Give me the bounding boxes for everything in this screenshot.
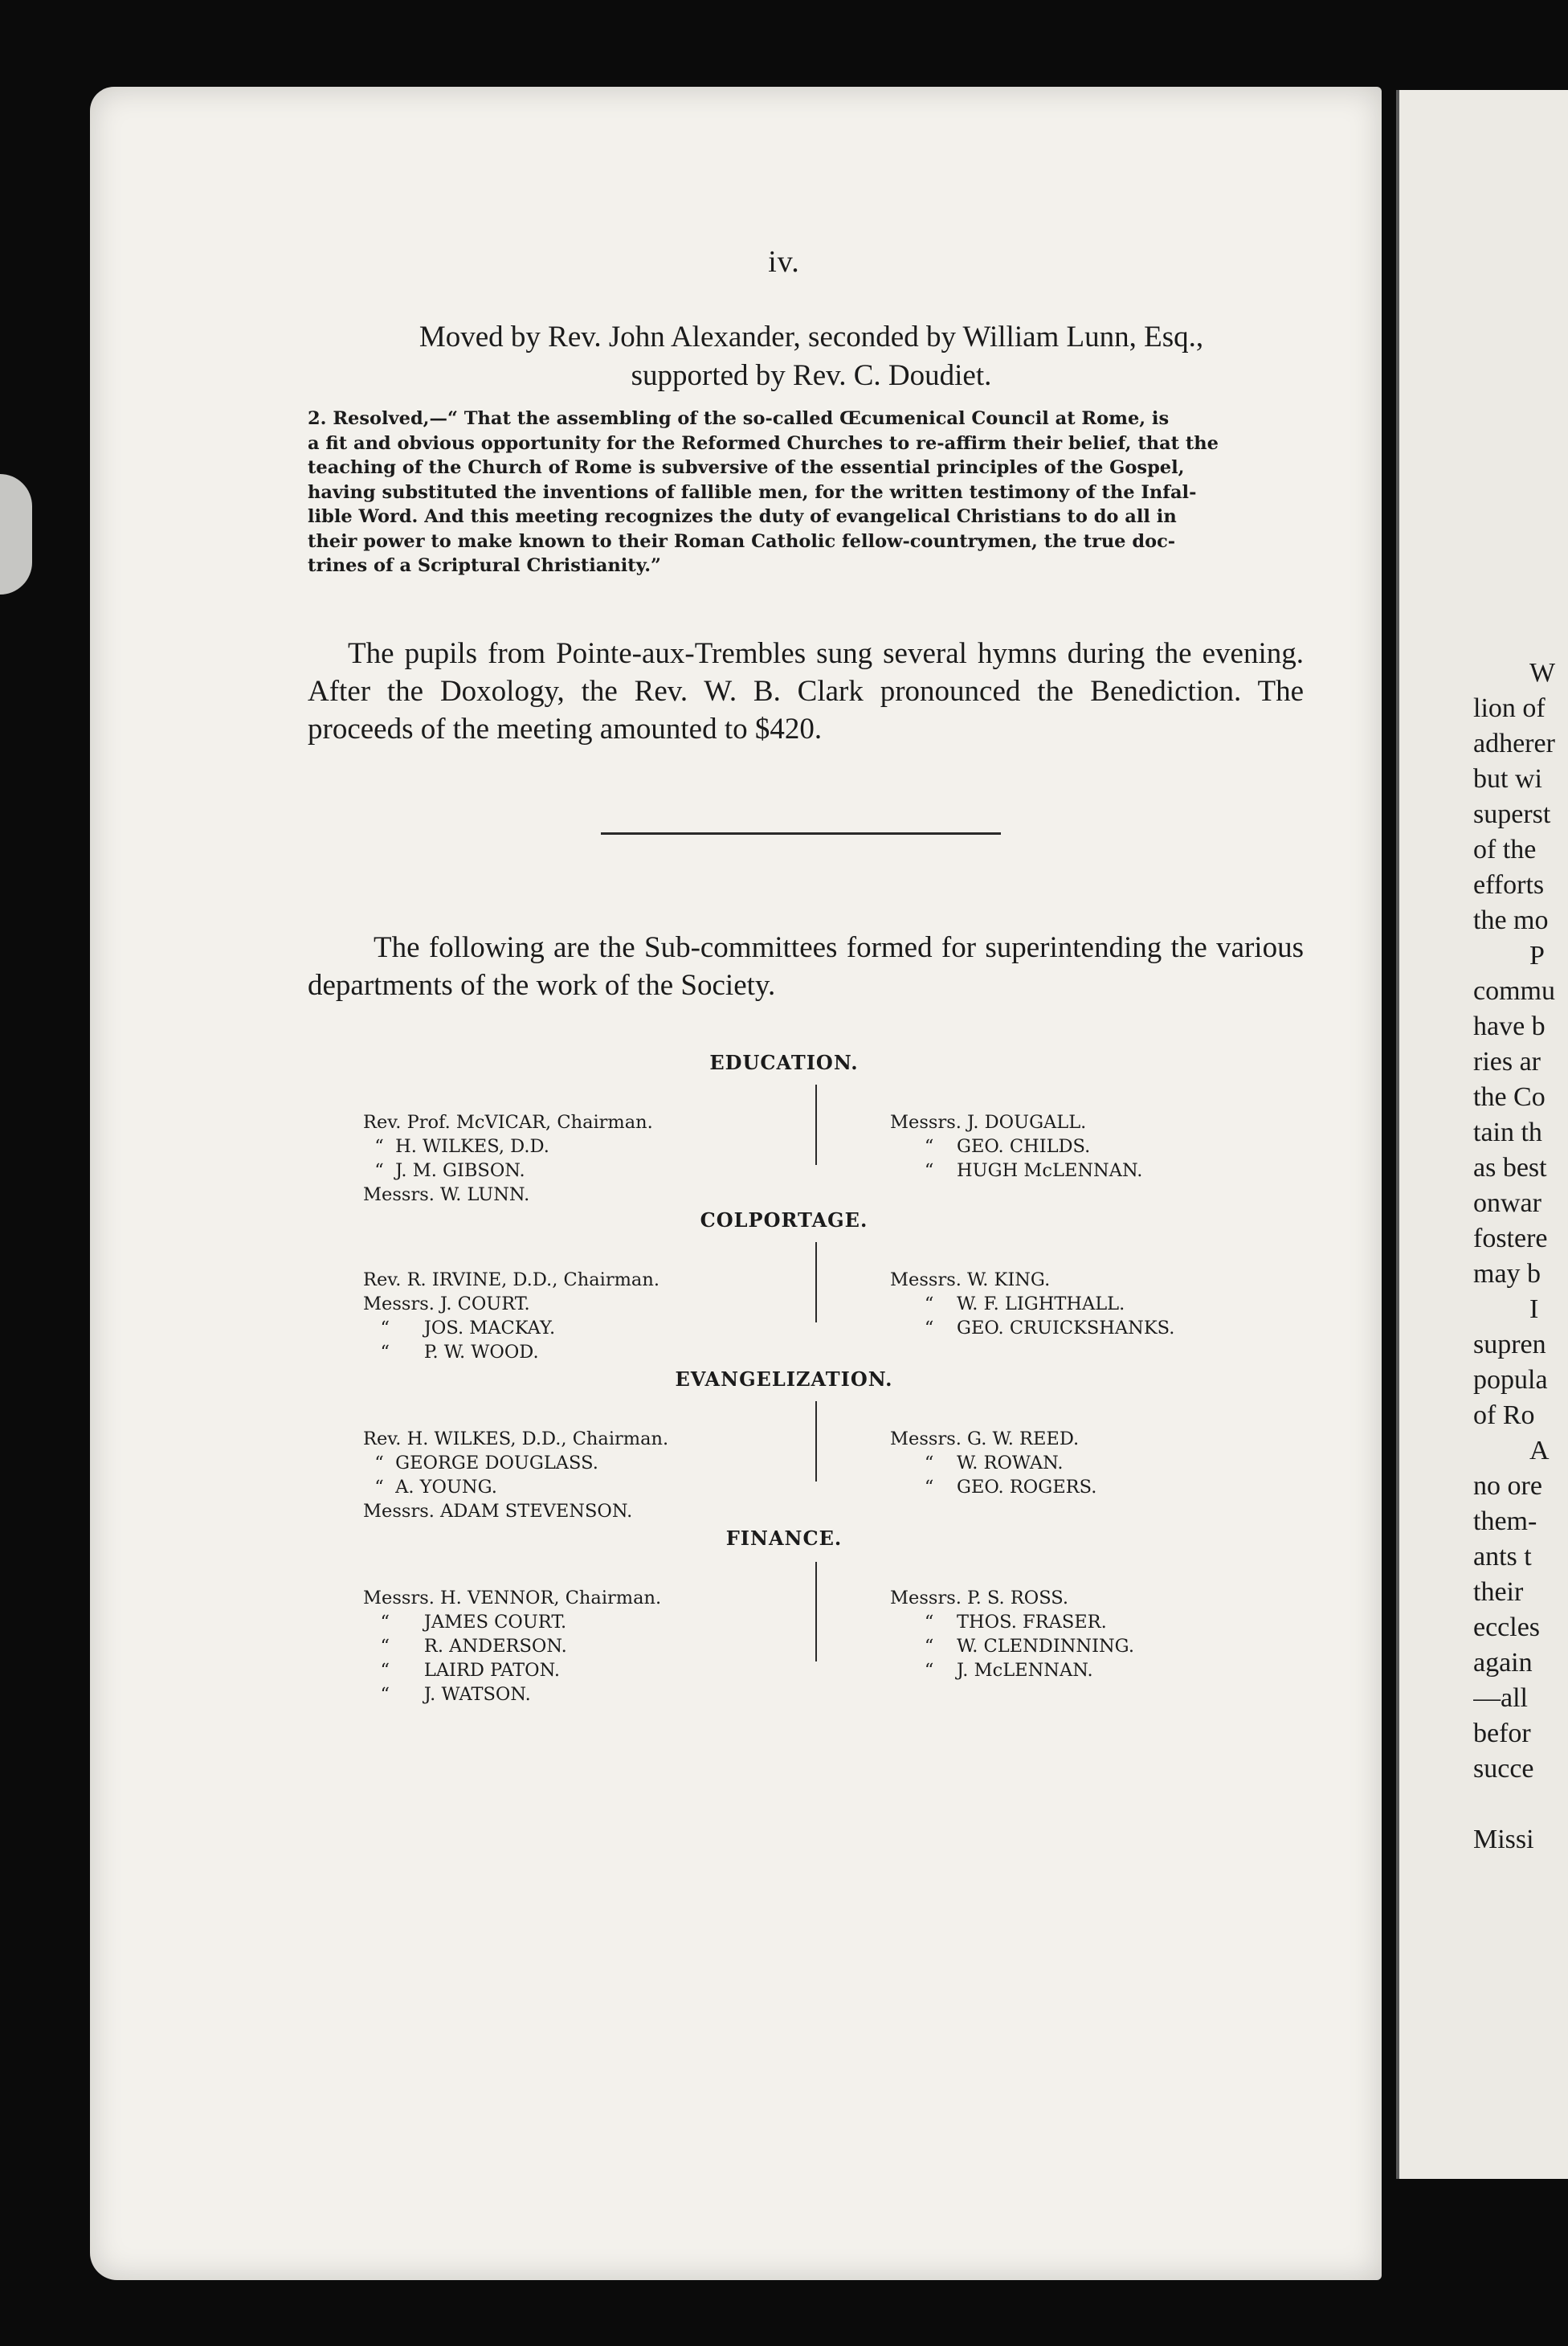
member: “ W. CLENDINNING. — [890, 1636, 1134, 1657]
committee-right-evangelization — [890, 1403, 1096, 1523]
member: Messrs. J. COURT. — [363, 1294, 530, 1314]
member: “ A. YOUNG. — [363, 1477, 497, 1498]
member: “ J. McLENNAN. — [890, 1660, 1093, 1681]
member: Messrs. W. LUNN. — [363, 1184, 530, 1205]
right-page-line: succe — [1473, 1754, 1534, 1784]
right-page-line: supren — [1473, 1330, 1546, 1359]
right-page-text — [1473, 656, 1568, 1858]
right-page-line: ries ar — [1473, 1047, 1541, 1077]
right-page-line: popula — [1473, 1365, 1548, 1395]
resolution-line: teaching of the Church of Rome is subversive of the essential principles of the Gospel, — [308, 457, 1185, 478]
page-number: iv. — [768, 245, 800, 279]
right-page-line: befor — [1473, 1719, 1531, 1748]
resolution-line: having substituted the inventions of fallible men, for the written testimony of the Infal- — [308, 481, 1197, 503]
right-page-line: tain th — [1473, 1118, 1542, 1147]
right-page-line: lion of — [1473, 693, 1546, 723]
resolution-line: a fit and obvious opportunity for the Reformed Churches to re-affirm their belief, that the — [308, 432, 1219, 454]
pupils-paragraph: The pupils from Pointe-aux-Trembles sung several hymns during the evening. After the Doxology, the Rev. W. B. Clark pronounced the Benediction. The proceeds of the meeting amounted to $420. — [308, 637, 1304, 746]
committee-title-finance: FINANCE. — [725, 1527, 843, 1550]
member: “ JAMES COURT. — [363, 1612, 567, 1633]
member: “ J. M. GIBSON. — [363, 1160, 525, 1181]
committee-title-evangelization: EVANGELIZATION. — [675, 1367, 893, 1391]
member: “ W. ROWAN. — [890, 1453, 1064, 1473]
member: Rev. H. WILKES, D.D., Chairman. — [363, 1428, 669, 1449]
column-divider — [815, 1085, 817, 1165]
member: “ HUGH McLENNAN. — [890, 1160, 1143, 1181]
member: “ GEO. CHILDS. — [890, 1136, 1091, 1157]
right-page-line: ants t — [1473, 1542, 1532, 1571]
right-page-line: eccles — [1473, 1612, 1541, 1642]
resolution-line: lible Word. And this meeting recognizes the duty of evangelical Christians to do all in — [308, 506, 1177, 527]
member: “ GEO. CRUICKSHANKS. — [890, 1318, 1175, 1339]
member: “ THOS. FRASER. — [890, 1612, 1107, 1633]
right-page-line: fostere — [1473, 1224, 1548, 1253]
right-page-line: but wi — [1473, 764, 1542, 794]
member: Messrs. H. VENNOR, Chairman. — [363, 1588, 662, 1608]
member: Messrs. G. W. REED. — [890, 1428, 1080, 1449]
member: Rev. Prof. McVICAR, Chairman. — [363, 1112, 653, 1133]
committee-right-colportage — [890, 1244, 1174, 1364]
member: “ LAIRD PATON. — [363, 1660, 561, 1681]
member: Messrs. ADAM STEVENSON. — [363, 1501, 633, 1522]
resolution-line: trines of a Scriptural Christianity.” — [308, 555, 661, 576]
committee-left-finance — [363, 1562, 661, 1731]
column-divider — [815, 1242, 817, 1322]
right-page-line — [1473, 1787, 1568, 1822]
right-page-line: A — [1529, 1436, 1550, 1465]
right-page-line: may b — [1473, 1259, 1541, 1289]
committee-right-education — [890, 1086, 1142, 1207]
member: “ W. F. LIGHTHALL. — [890, 1294, 1125, 1314]
member: “ GEO. ROGERS. — [890, 1477, 1097, 1498]
column-divider — [815, 1562, 817, 1661]
committee-right-finance — [890, 1562, 1134, 1706]
right-page-line: of Ro — [1473, 1400, 1535, 1430]
right-page-line: the mo — [1473, 905, 1549, 935]
member: Messrs. J. DOUGALL. — [890, 1112, 1087, 1133]
member: “ GEORGE DOUGLASS. — [363, 1453, 598, 1473]
member: Rev. R. IRVINE, D.D., Chairman. — [363, 1269, 659, 1290]
right-page-line: no ore — [1473, 1471, 1542, 1501]
committee-title-education: EDUCATION. — [709, 1051, 859, 1074]
right-page-line: —all — [1473, 1683, 1528, 1713]
right-page-line: have b — [1473, 1012, 1546, 1041]
member: “ JOS. MACKAY. — [363, 1318, 556, 1339]
resolution-text — [308, 407, 1304, 578]
resolution-line: 2. Resolved,—“ That the assembling of the so-called Œcumenical Council at Rome, is — [308, 408, 1170, 429]
right-page-line: of the — [1473, 835, 1537, 864]
resolution-line: their power to make known to their Roman Catholic fellow-countrymen, the true doc- — [308, 530, 1176, 552]
motion-line-1: Moved by Rev. John Alexander, seconded by William Lunn, Esq., — [419, 321, 1204, 354]
committee-left-evangelization — [363, 1403, 668, 1547]
right-page-line: commu — [1473, 976, 1555, 1006]
right-page-line: their — [1473, 1577, 1524, 1607]
motion-line-2: supported by Rev. C. Doudiet. — [631, 359, 992, 392]
right-page-line: onwar — [1473, 1188, 1541, 1218]
right-page-line: as best — [1473, 1153, 1547, 1183]
right-page-line: adherer — [1473, 729, 1555, 758]
right-page-line: efforts — [1473, 870, 1545, 900]
member: “ P. W. WOOD. — [363, 1342, 539, 1363]
right-page-line: I — [1529, 1294, 1539, 1324]
committee-left-colportage — [363, 1244, 659, 1388]
member: Messrs. W. KING. — [890, 1269, 1051, 1290]
subcommittees-intro: The following are the Sub-committees formed for superintending the various departments of the work of the Society. — [308, 931, 1304, 1002]
member: “ J. WATSON. — [363, 1684, 531, 1705]
committee-title-colportage: COLPORTAGE. — [700, 1208, 868, 1232]
section-divider — [601, 832, 1001, 835]
right-page-line: P — [1529, 941, 1545, 971]
page-edge-mark — [0, 474, 32, 595]
right-page-line: Missi — [1473, 1825, 1534, 1854]
right-page-line: again — [1473, 1648, 1533, 1678]
right-page-line: the Co — [1473, 1082, 1546, 1112]
column-divider — [815, 1401, 817, 1482]
member: Messrs. P. S. ROSS. — [890, 1588, 1069, 1608]
member: “ H. WILKES, D.D. — [363, 1136, 549, 1157]
right-page-line: superst — [1473, 799, 1551, 829]
member: “ R. ANDERSON. — [363, 1636, 567, 1657]
right-page-line: them- — [1473, 1506, 1537, 1536]
right-page-line: W — [1529, 658, 1556, 688]
